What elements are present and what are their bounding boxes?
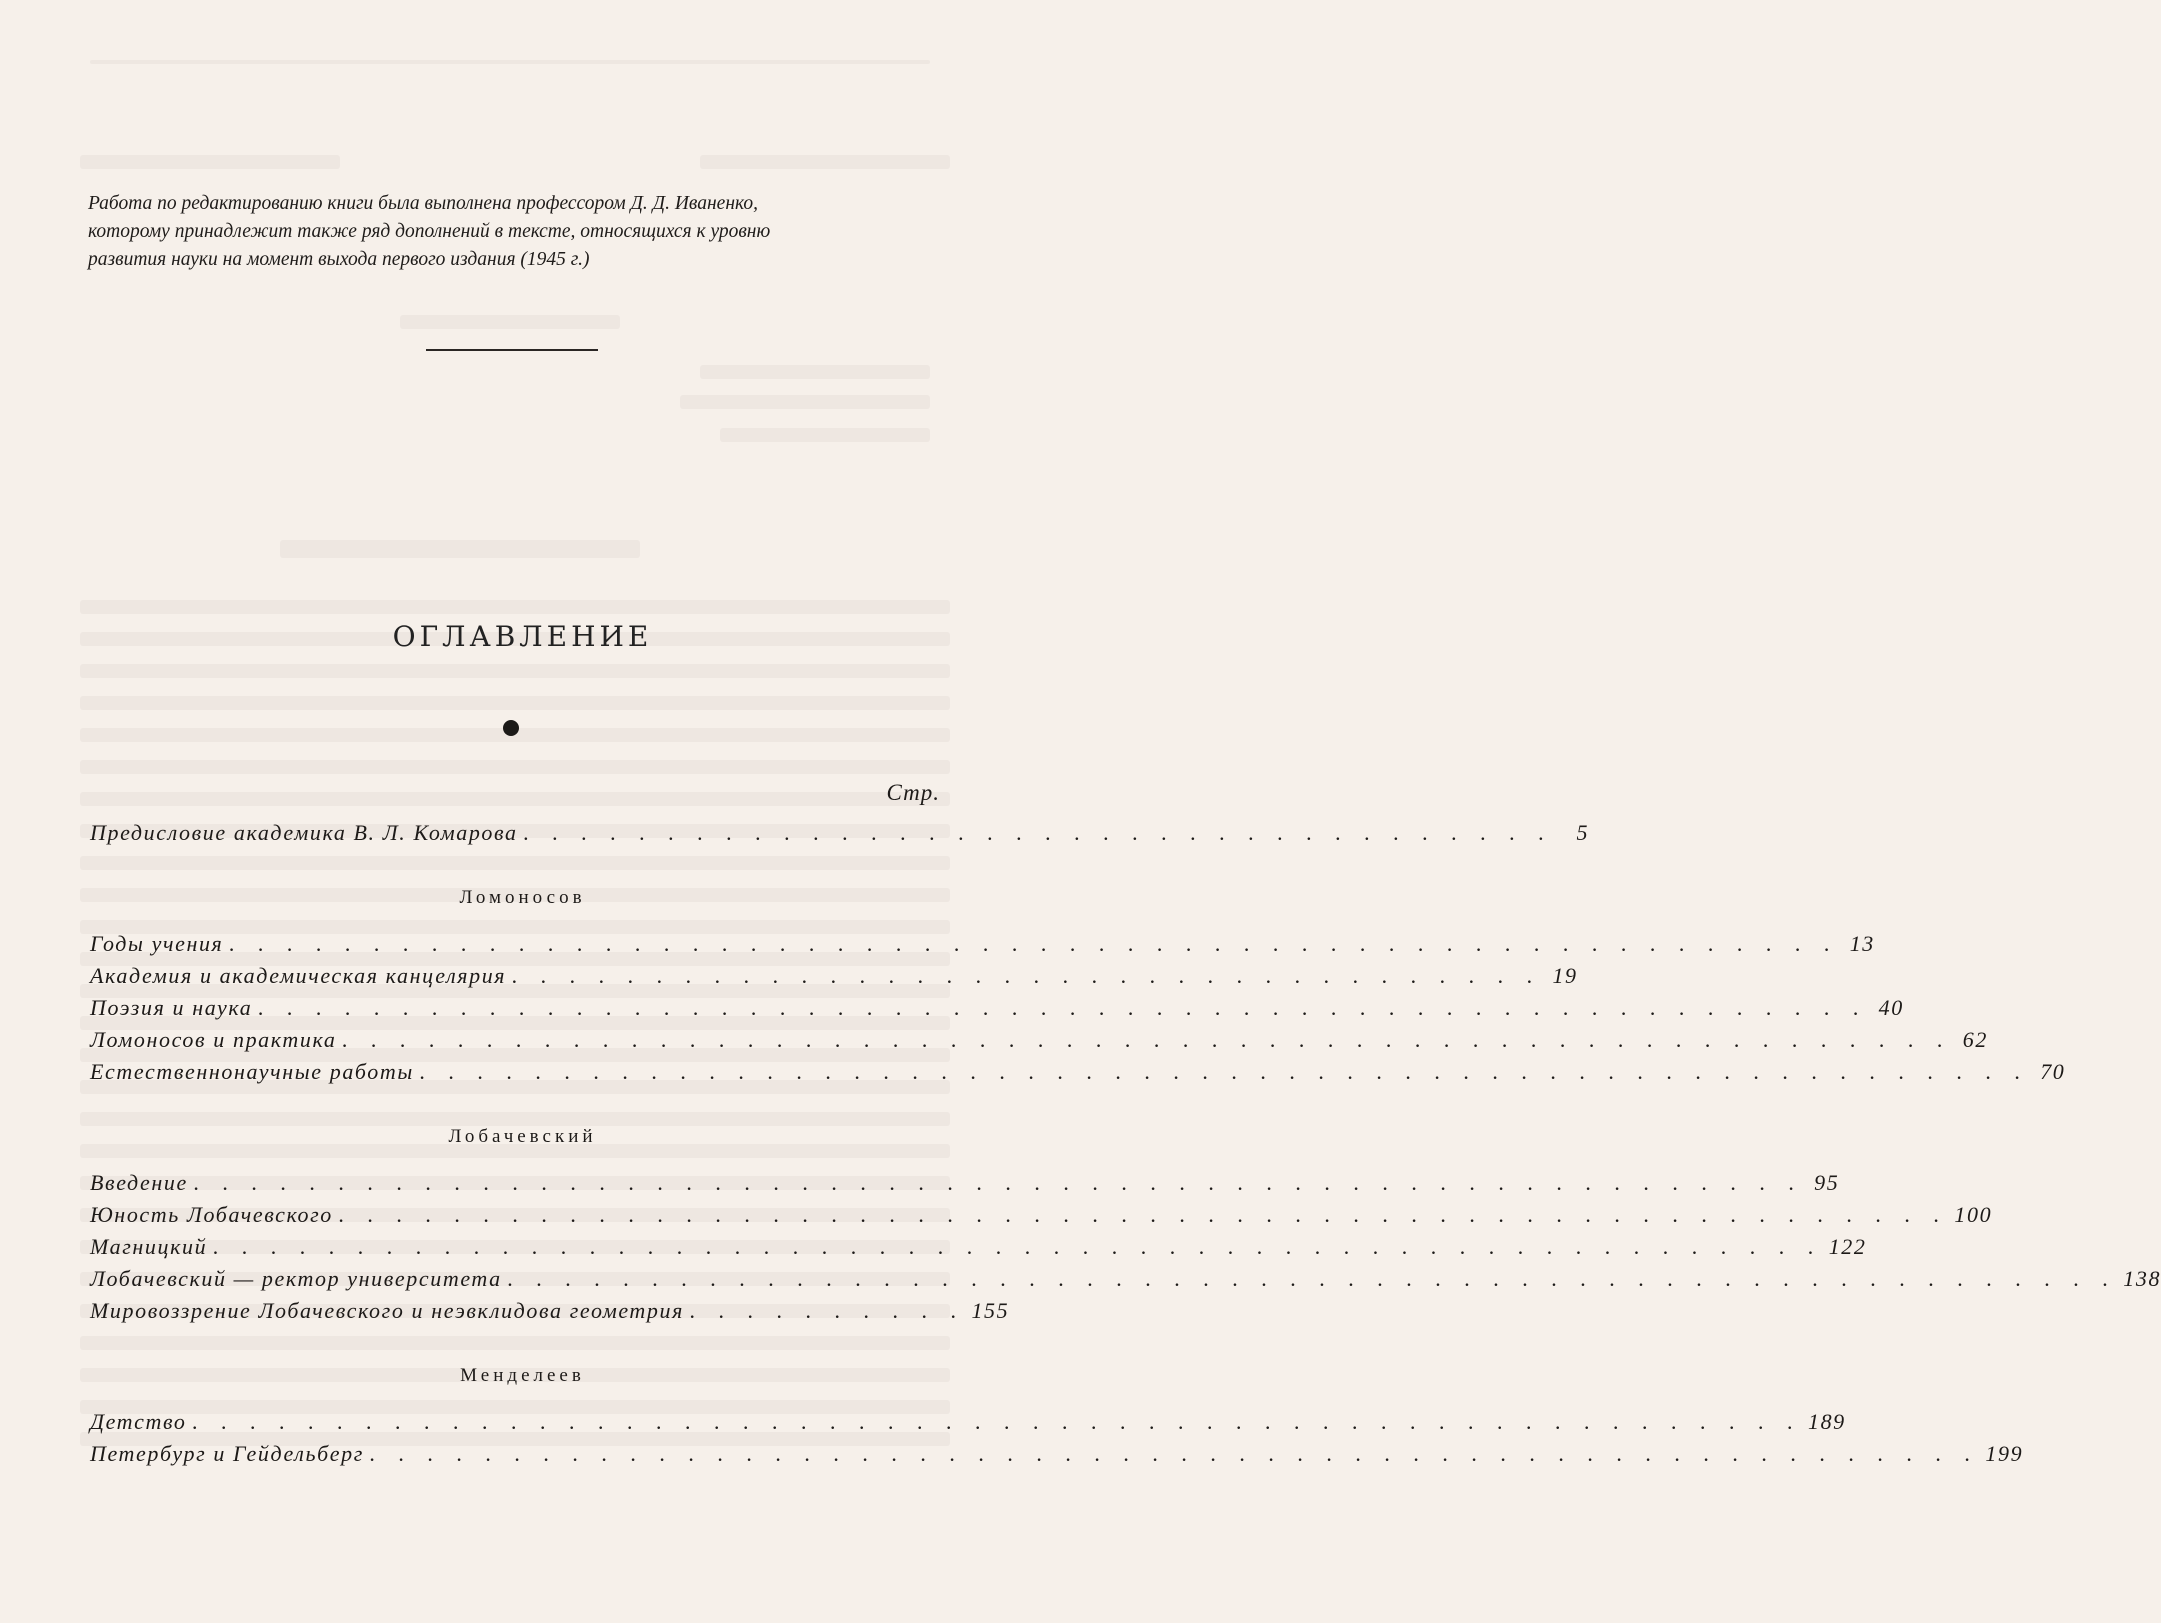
divider-rule — [426, 349, 598, 351]
toc-leader-dots: . . . . . . . . . . . . . . . . . . . . . . . . . . . . . . . . . . . . . . . . . . . . . . . . . . . . . . . . — [342, 1027, 1952, 1052]
page-title: ОГЛАВЛЕНИЕ — [392, 620, 653, 653]
toc-entry-page: 122 — [1828, 1234, 1867, 1259]
toc-entry-preface[interactable] — [90, 820, 1590, 852]
toc-entry-label: Предисловие академика В. Л. Комарова — [90, 820, 518, 845]
toc-entry[interactable] — [90, 1202, 1993, 1234]
toc-leader-dots: . . . . . . . . . . . . . . . . . . . . . . . . . . . . . . . . . . . . . . . . . . . . . . . . . . . . . . . . — [507, 1266, 2118, 1291]
toc-entry-label: Академия и академическая канцелярия — [90, 963, 507, 988]
section-heading-mendeleev: Менделеев — [460, 1365, 585, 1386]
toc-leader-dots: . . . . . . . . . . . . . . . . . . . . . . . . . . . . . . . . . . . . . . . . . . . . . . . . . . . . . . . . — [419, 1059, 2030, 1084]
toc-entry-page: 199 — [1985, 1441, 2024, 1466]
toc-leader-dots: . . . . . . . . . . . . . . . . . . . . . . . . . . . . . . . . . . . . — [523, 820, 1554, 845]
toc-entry-label: Лобачевский — ректор университета — [90, 1266, 502, 1291]
toc-leader-dots: . . . . . . . . . . . . . . . . . . . . . . . . . . . . . . . . . . . . . . . . . . . . . . . . . . . . . . . . — [229, 931, 1839, 956]
toc-entry-page: 5 — [1576, 820, 1590, 845]
bullet-ornament — [503, 720, 519, 736]
editor-note-line-3: развития науки на момент выхода первого издания (1945 г.) — [88, 249, 590, 270]
page-column-label: Стр. — [886, 780, 940, 805]
toc-entry[interactable] — [90, 1027, 1988, 1059]
toc-entry[interactable] — [90, 931, 1875, 963]
toc-entry-label: Магницкий — [90, 1234, 208, 1259]
toc-entry[interactable] — [90, 1298, 1010, 1330]
toc-entry[interactable] — [90, 995, 1904, 1027]
toc-entry-label: Детство — [90, 1409, 187, 1434]
toc-entry[interactable] — [90, 1059, 2066, 1091]
section-heading-lobachevsky: Лобачевский — [448, 1126, 597, 1147]
toc-entry[interactable] — [90, 1170, 1840, 1202]
toc-leader-dots: . . . . . . . . . . . . . . . . . . . . . . . . . . . . . . . . . . . . . . . . . . . . . . . . . . . . . . . . — [193, 1170, 1804, 1195]
toc-entry-label: Петербург и Гейдельберг — [90, 1441, 364, 1466]
editor-note-line-2: которому принадлежит также ряд дополнений в тексте, относящихся к уровню — [88, 221, 771, 242]
toc-leader-dots: . . . . . . . . . . . . . . . . . . . . . . . . . . . . . . . . . . . . — [512, 963, 1542, 988]
toc-leader-dots: . . . . . . . . . . . . . . . . . . . . . . . . . . . . . . . . . . . . . . . . . . . . . . . . . . . . . . . . — [258, 995, 1868, 1020]
toc-entry[interactable] — [90, 1409, 1846, 1441]
toc-entry-label: Введение — [90, 1170, 188, 1195]
toc-leader-dots: . . . . . . . . . . . . . . . . . . . . . . . . . . . . . . . . . . . . . . . . . . . . . . . . . . . . . . . . — [369, 1441, 1980, 1466]
toc-entry-page: 189 — [1807, 1409, 1846, 1434]
toc-entry-page: 95 — [1814, 1170, 1840, 1195]
toc-entry[interactable] — [90, 1234, 1867, 1266]
toc-entry-label: Естественнонаучные работы — [90, 1059, 414, 1084]
toc-leader-dots: . . . . . . . . . . . . . . . . . . . . . . . . . . . . . . . . . . . . . . . . . . . . . . . . . . . . . . . . — [338, 1202, 1949, 1227]
toc-entry-page: 19 — [1552, 963, 1578, 988]
toc-entry[interactable] — [90, 1441, 2024, 1473]
toc-leader-dots: . . . . . . . . . . . . . . . . . . . . . . . . . . . . . . . . . . . . . . . . . . . . . . . . . . . . . . . . — [213, 1234, 1823, 1259]
editor-note — [88, 190, 948, 274]
toc-leader-dots: . . . . . . . . . . — [689, 1298, 966, 1323]
toc-entry-page: 40 — [1878, 995, 1904, 1020]
toc-entry-label: Юность Лобачевского — [90, 1202, 333, 1227]
toc-entry[interactable] — [90, 1266, 2161, 1298]
toc-entry-page: 70 — [2040, 1059, 2066, 1084]
toc-entry-label: Ломоносов и практика — [90, 1027, 337, 1052]
toc-entry-page: 100 — [1954, 1202, 1993, 1227]
toc-entry-page: 13 — [1849, 931, 1875, 956]
editor-note-line-1: Работа по редактированию книги была выполнена профессором Д. Д. Иваненко, — [88, 193, 758, 214]
toc-entry-label: Мировоззрение Лобачевского и неэвклидова геометрия — [90, 1298, 684, 1323]
toc-leader-dots: . . . . . . . . . . . . . . . . . . . . . . . . . . . . . . . . . . . . . . . . . . . . . . . . . . . . . . . . — [192, 1409, 1802, 1434]
toc-entry-page: 155 — [971, 1298, 1010, 1323]
section-heading-lomonosov: Ломоносов — [459, 887, 586, 908]
toc-entry[interactable] — [90, 963, 1578, 995]
toc-entry-label: Поэзия и наука — [90, 995, 253, 1020]
toc-entry-page: 62 — [1962, 1027, 1988, 1052]
toc-entry-page: 138 — [2123, 1266, 2161, 1291]
toc-entry-label: Годы учения — [90, 931, 224, 956]
